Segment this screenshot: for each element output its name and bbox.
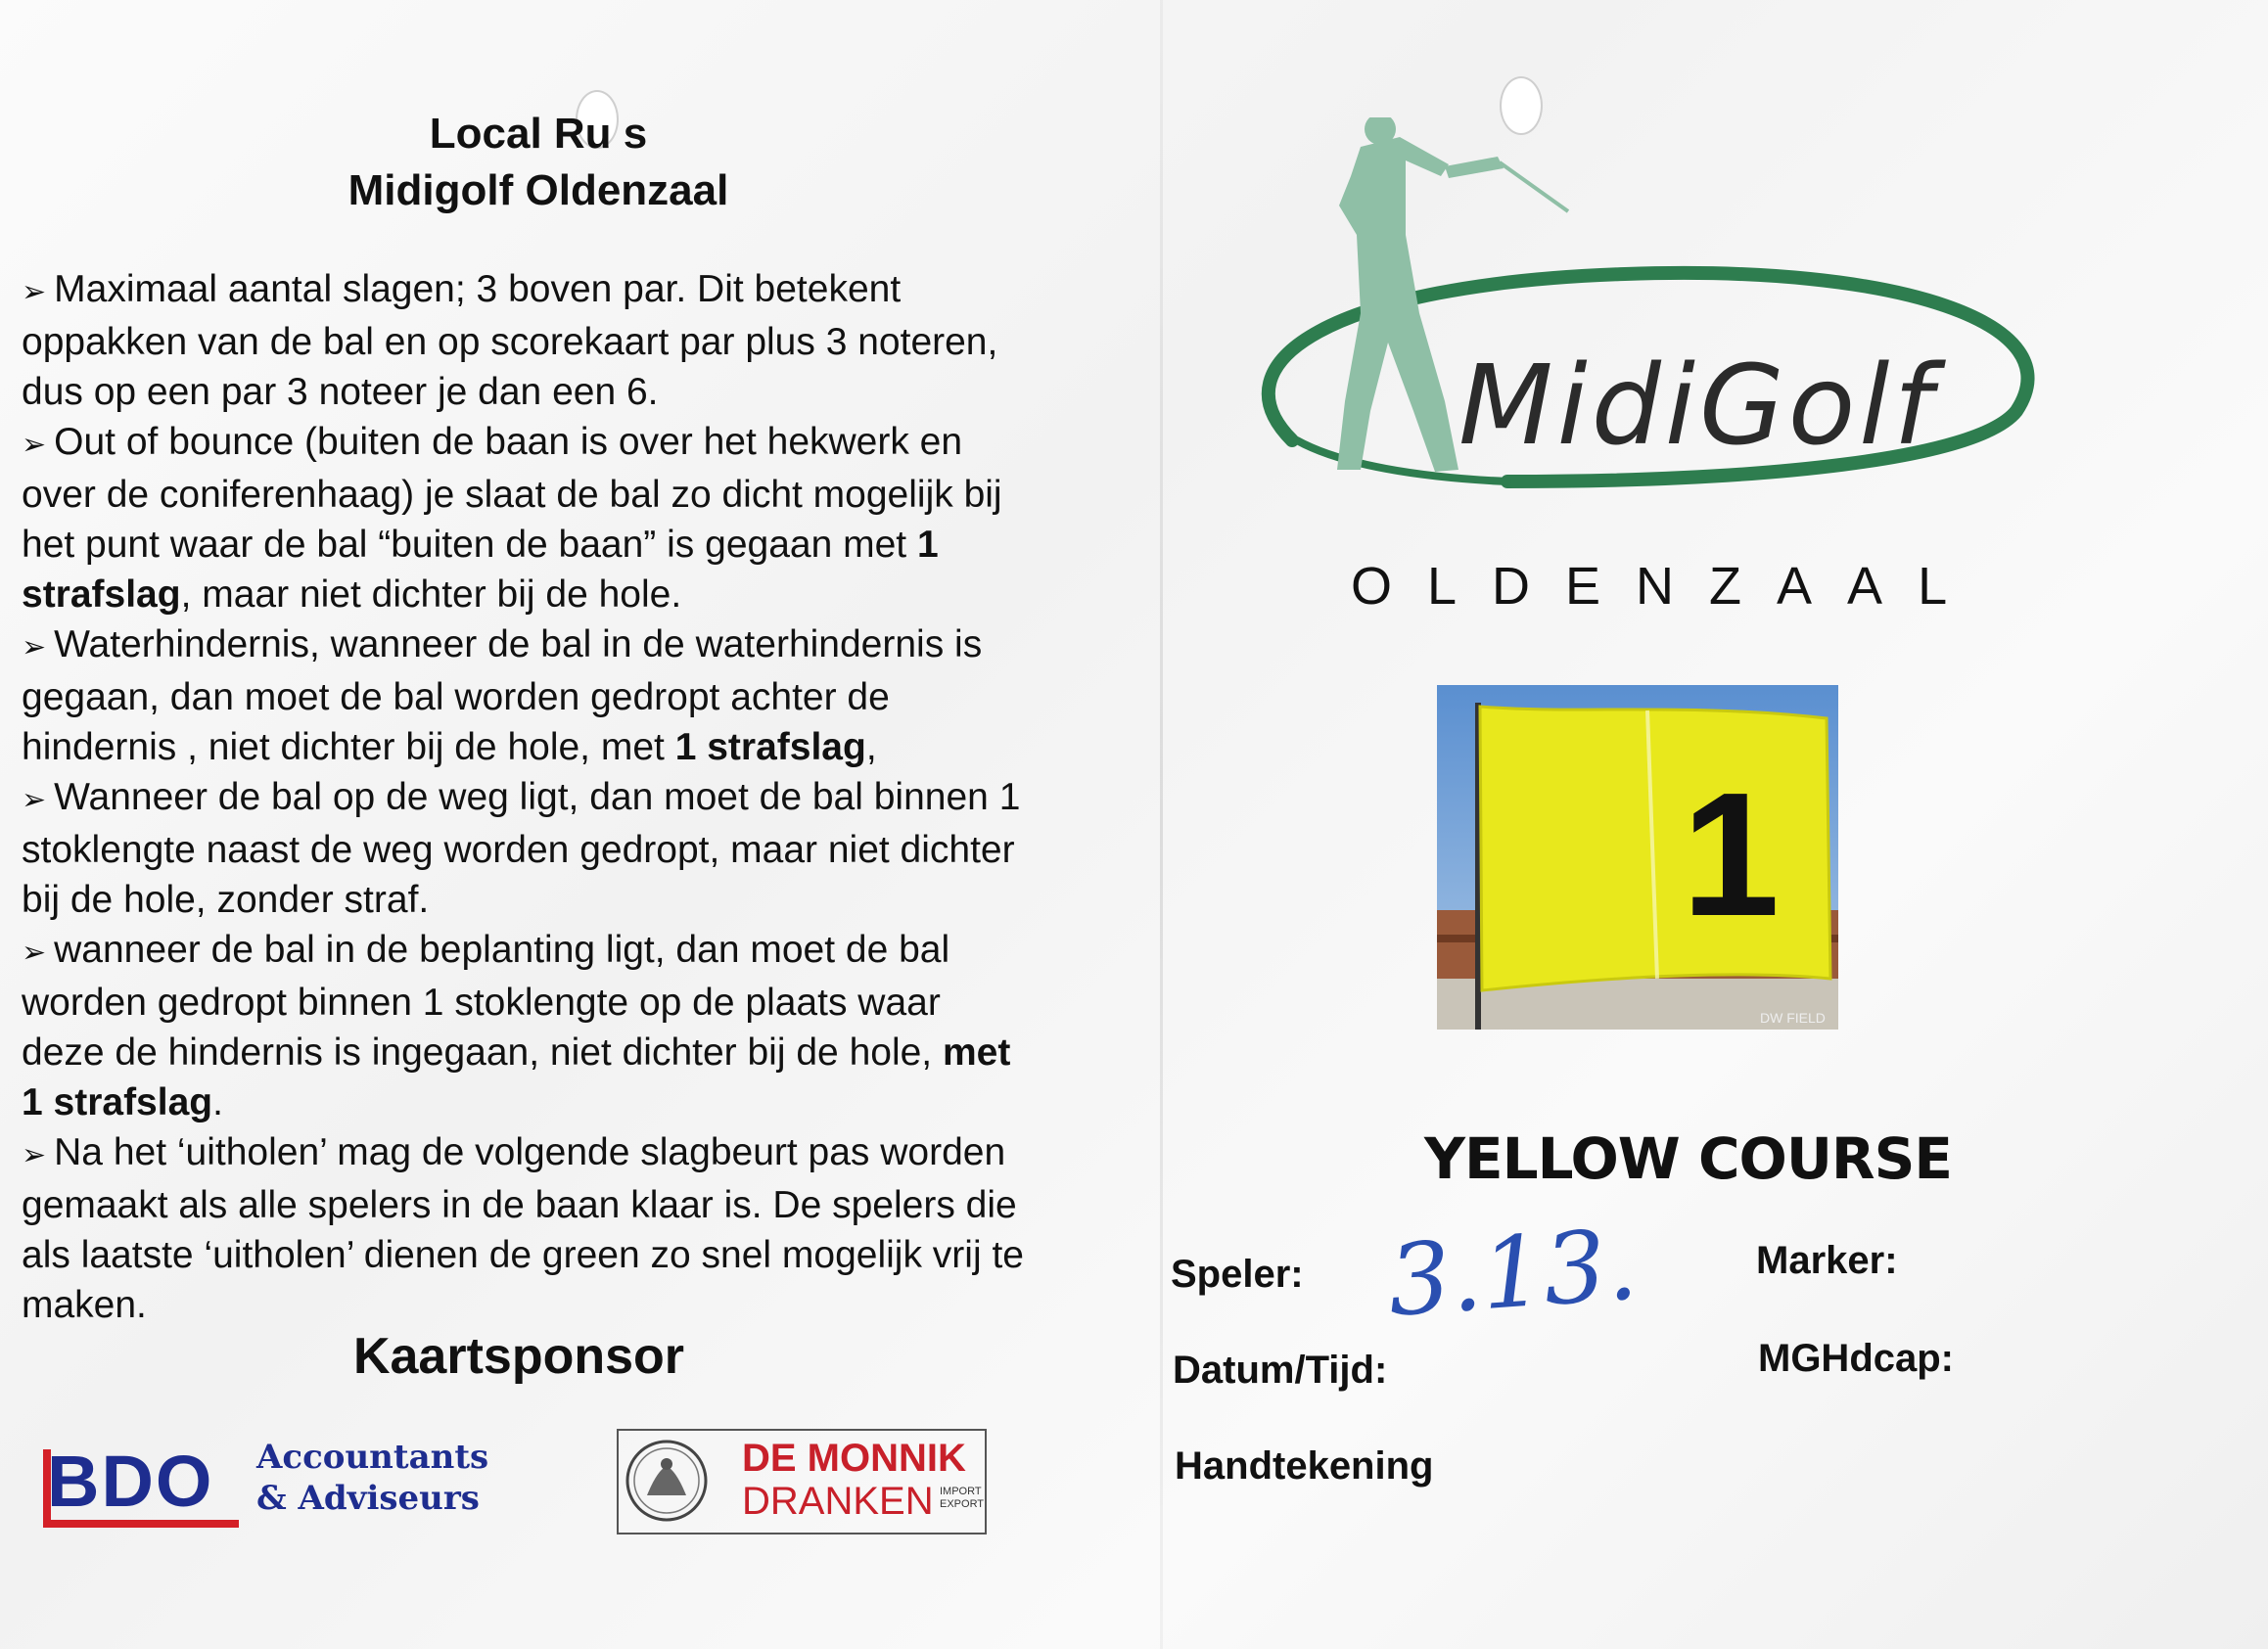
rules-list — [22, 264, 1030, 1330]
mghdcap-label: MGHdcap: — [1758, 1337, 1954, 1380]
rule-item — [22, 619, 1030, 772]
arrow-bullet-icon: ➢ — [22, 937, 47, 969]
de-monnik-logo — [617, 1429, 989, 1536]
rule-item — [22, 264, 1030, 417]
rule-item — [22, 1127, 1030, 1330]
arrow-bullet-icon: ➢ — [22, 1139, 47, 1171]
bdo-mark: BDO — [47, 1441, 214, 1522]
arrow-bullet-icon: ➢ — [22, 784, 47, 816]
bdo-line-2: & Adviseurs — [256, 1479, 480, 1518]
rule-text-end: . — [212, 1081, 223, 1123]
rule-text: wanneer de bal in de beplanting ligt, dan moet de bal worden gedropt binnen 1 stoklengte op de plaats waar deze de hindernis is ingegaan, niet dichter bij de hole, — [22, 929, 950, 1074]
rule-text: Out of bounce (buiten de baan is over het hekwerk en over de coniferenhaag) je slaat de bal zo dicht mogelijk bij het punt waar de bal “buiten de baan” is gegaan met — [22, 421, 1002, 566]
rule-text: Wanneer de bal op de weg ligt, dan moet de bal binnen 1 stoklengte naast de weg worden gedropt, maar niet dichter bij de hole, zonder straf. — [22, 776, 1021, 921]
flag-photo — [1437, 685, 1838, 1030]
title-line-1: Local Ru s — [429, 110, 648, 158]
title-line-2: Midigolf Oldenzaal — [347, 166, 729, 214]
rule-item — [22, 925, 1030, 1127]
course-name: YELLOW COURSE — [1424, 1125, 1952, 1192]
midigolf-logo — [1214, 117, 2075, 528]
datum-label: Datum/Tijd: — [1173, 1349, 1388, 1392]
arrow-bullet-icon: ➢ — [22, 631, 47, 664]
handtekening-label: Handtekening — [1175, 1444, 1434, 1488]
monnik-seal-icon — [623, 1437, 711, 1525]
rule-item — [22, 417, 1030, 619]
logo-text: MidiGolf — [1458, 343, 1936, 470]
rule-text: Na het ‘uitholen’ mag de volgende slagbeurt pas worden gemaakt als alle spelers in de baan klaar is. De spelers die als laatste ‘uitholen’ dienen de green zo snel mogelijk vrij te maken. — [22, 1131, 1024, 1326]
rule-text: Maximaal aantal slagen; 3 boven par. Dit betekent oppakken van de bal en op scorekaart par plus 3 noteren, dus op een par 3 noteer je dan een 6. — [22, 268, 998, 413]
flag-number: 1 — [1682, 756, 1781, 953]
bdo-logo — [39, 1434, 489, 1532]
rule-text-end: , maar niet dichter bij de hole. — [180, 573, 682, 616]
city-name: OLDENZAAL — [1351, 557, 1983, 616]
marker-label: Marker: — [1756, 1239, 1898, 1282]
sponsor-title: Kaartsponsor — [352, 1328, 685, 1385]
rule-penalty: 1 strafslag — [674, 726, 866, 768]
monnik-name: DE MONNIK — [742, 1437, 966, 1480]
handwritten-score: 3.13. — [1384, 1207, 1642, 1339]
arrow-bullet-icon: ➢ — [22, 276, 47, 308]
card-fold — [1160, 0, 1163, 1649]
arrow-bullet-icon: ➢ — [22, 429, 47, 461]
rule-penalty: 1 strafslag — [22, 524, 939, 616]
local-rules-title — [196, 106, 881, 219]
monnik-import-export — [940, 1486, 984, 1511]
bdo-line-1: Accountants — [256, 1438, 489, 1477]
monnik-import: IMPORT — [940, 1486, 982, 1497]
monnik-dranken: DRANKEN — [742, 1480, 934, 1523]
rule-item — [22, 772, 1030, 925]
rule-text-end: , — [865, 726, 877, 768]
rule-penalty: met 1 strafslag — [22, 1031, 1011, 1123]
flag-caption: DW FIELD — [1760, 1010, 1826, 1026]
monnik-export: EXPORT — [940, 1498, 985, 1510]
rule-text: Waterhindernis, wanneer de bal in de waterhindernis is gegaan, dan moet de bal worden gedropt achter de hindernis , niet dichter bij de hole, met — [22, 623, 983, 768]
speler-label: Speler: — [1171, 1253, 1304, 1296]
